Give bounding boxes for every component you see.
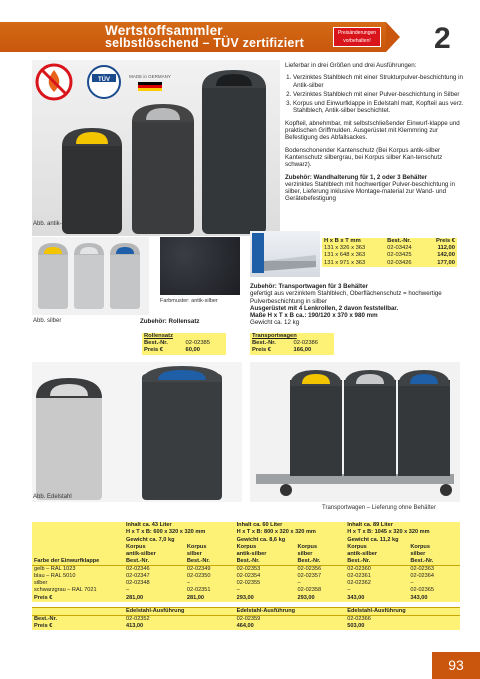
sub-finish: antik-silber	[126, 550, 156, 557]
table-row	[32, 616, 460, 623]
made-in-germany-icon	[129, 74, 171, 91]
price-value: 343,00	[347, 594, 365, 601]
variant-item-3: 3. Korpus und Einwurfklappe in Edelstahl matt, Kopfteil aus verz. Stahlblech, Antik-silber beschichtet.	[293, 100, 465, 115]
wall-mount-heading: Zubehör: Wandhalterung für 1, 2 oder 3 Behälter	[285, 173, 428, 181]
table-row	[250, 340, 334, 347]
edel-header: Edelstahl-Ausführung	[124, 608, 235, 616]
trolley-bin-yellow	[290, 370, 342, 476]
product-image-edelstahl	[32, 362, 242, 502]
price-value: 281,00	[186, 594, 204, 601]
edel-price: 464,00	[236, 623, 254, 630]
wall-price: 142,00	[437, 252, 455, 259]
sub-finish: antik-silber	[347, 550, 378, 557]
silber-bin-grey	[74, 243, 104, 309]
table-row	[32, 587, 460, 594]
wall-size: 131 x 326 x 363	[324, 245, 366, 252]
variant-list	[285, 74, 465, 114]
antik-bins-illustration	[32, 60, 280, 236]
order-nr: –	[186, 580, 190, 587]
sub-finish: silber	[410, 550, 426, 557]
order-nr: 02-02358	[297, 587, 322, 594]
sub-nr: Best.-Nr.	[347, 557, 371, 564]
wall-price: 112,00	[437, 245, 455, 252]
silber-bin-yellow	[38, 243, 68, 309]
caption-silber: Abb. silber	[33, 318, 62, 324]
wall-col-price: Preis €	[435, 238, 455, 244]
price-value: 293,00	[236, 594, 254, 601]
medium-bin-silver	[132, 104, 194, 234]
sub-korpus: Korpus	[297, 543, 318, 550]
tuv-certificate-icon	[88, 66, 120, 98]
table-row	[250, 347, 334, 354]
trolley-nr-label: Best.-Nr.	[252, 340, 276, 347]
group-1-gewicht: Gewicht ca. 7,0 kg	[126, 536, 175, 543]
trolley-text: gefertigt aus verzinktem Stahlblech, Oberflächenschutz = hochwertige Pulverbeschichtung in silber	[250, 290, 442, 305]
group-1-mass: H x T x B: 600 x 320 x 320 mm	[126, 529, 206, 536]
trolley-nr: 02-02386	[293, 340, 318, 347]
group-2-inhalt: Inhalt ca. 60 Liter	[236, 522, 283, 529]
sub-nr: Best.-Nr.	[236, 557, 260, 564]
edel-header: Edelstahl-Ausführung	[345, 608, 460, 616]
head-description: Kopfteil, abnehmbar, mit selbstschließender Einwurf-klappe und praktischen Griffmulden. Ausgerüstet mit Klemmring zur Befestigung des Abfallsackes.	[285, 119, 460, 142]
page-title	[105, 24, 304, 50]
order-nr: 02-02354	[236, 573, 261, 580]
sub-korpus: Korpus	[410, 543, 430, 550]
table-row	[322, 252, 457, 259]
chapter-tag	[386, 22, 480, 55]
wall-size: 131 x 648 x 363	[324, 252, 366, 259]
order-nr: 02-02361	[347, 573, 371, 580]
order-nr: 02-02346	[124, 565, 185, 572]
variant-item-1: 1. Verzinktes Stahlblech mit einer Strukturpulver-beschichtung in Antik-silber	[293, 74, 465, 89]
color-label: blau – RAL 5010	[34, 573, 76, 580]
trolley-bold-2: Maße H x T x B ca.: 190/120 x 370 x 980 mm	[250, 312, 378, 320]
price-badge-line-1: Preisänderungen	[337, 30, 377, 36]
trolley-weight: Gewicht ca. 12 kg	[250, 319, 300, 327]
order-nr: –	[347, 587, 351, 594]
wall-mount-table	[322, 238, 457, 267]
order-nr: –	[236, 587, 240, 594]
price-badge-line-2: vorbehalten!	[343, 38, 371, 44]
roll-nr: 02-02385	[185, 340, 210, 347]
sub-finish: silber	[186, 550, 202, 557]
table-row	[142, 340, 226, 347]
roll-set-table	[142, 333, 226, 355]
variant-item-2: 2. Verzinktes Stahlblech mit einer Pulver-beschichtung in Silber	[293, 91, 465, 98]
price-value: 281,00	[126, 594, 144, 601]
roll-price: 60,00	[185, 347, 201, 354]
edge-protection-text: Bodenschonender Kantenschutz (Bei Korpus antik-silber Kantenschutz silbergrau, bei Korpus silber Kan-tenschutz schwarz).	[285, 146, 443, 169]
trolley-heading: Zubehör: Transportwagen für 3 Behälter	[250, 283, 368, 290]
sub-nr: Best.-Nr.	[297, 557, 321, 564]
edel-nr: 02-02359	[235, 616, 346, 623]
order-nr: 02-02357	[297, 573, 322, 580]
order-nr: 02-02365	[410, 587, 434, 594]
order-nr: 02-02351	[186, 587, 211, 594]
roll-nr-label: Best.-Nr.	[144, 340, 168, 347]
color-label: silber	[34, 580, 48, 587]
title-line-2: selbstlöschend – TÜV zertifiziert	[105, 36, 305, 50]
order-nr: –	[410, 580, 414, 587]
made-in-text: MADE in GERMANY	[129, 74, 171, 79]
edelstahl-bin-1	[36, 378, 102, 500]
wall-nr: 02-03426	[387, 259, 412, 266]
edelstahl-bin-2	[142, 366, 222, 500]
wall-mount-image	[250, 231, 320, 277]
trolley-image	[250, 362, 460, 502]
color-sample-image	[160, 237, 240, 295]
order-nr: 02-02364	[410, 573, 434, 580]
roll-title: Rollensatz	[144, 333, 173, 339]
small-bin-yellow	[62, 128, 122, 234]
sub-nr: Best.-Nr.	[186, 557, 210, 564]
caption-antik: Abb. antik-silber	[33, 221, 77, 227]
chapter-arrow-icon	[386, 22, 400, 52]
group-1-inhalt: Inhalt ca. 43 Liter	[126, 522, 172, 529]
order-nr: –	[297, 580, 301, 587]
trolley-price-label: Preis €	[252, 347, 272, 354]
trolley-description	[250, 283, 460, 327]
page-number: 93	[432, 652, 480, 679]
group-2-gewicht: Gewicht ca. 8,6 kg	[236, 536, 286, 543]
order-nr: 02-02349	[185, 565, 235, 572]
table-row	[142, 347, 226, 354]
wall-nr: 02-03425	[387, 252, 412, 259]
trolley-price: 166,00	[293, 347, 312, 354]
wheel-icon	[280, 484, 292, 496]
caption-edelstahl: Abb. Edelstahl	[33, 494, 72, 500]
roll-price-label: Preis €	[144, 347, 164, 354]
description-column	[285, 62, 465, 208]
order-nr: 02-02362	[347, 580, 371, 587]
edel-price: 503,00	[347, 623, 365, 630]
order-nr: 02-02350	[186, 573, 211, 580]
edel-nr: 02-02366	[345, 616, 460, 623]
order-nr: 02-02360	[345, 565, 408, 572]
trolley-bin-blue	[398, 370, 450, 476]
order-nr: 02-02347	[126, 573, 150, 580]
wall-price: 177,00	[437, 259, 455, 266]
sub-nr: Best.-Nr.	[410, 557, 434, 564]
group-3-gewicht: Gewicht ca. 11,2 kg	[347, 536, 399, 543]
wall-mount-text: verzinktes Stahlblech mit hochwertiger Pulver-beschichtung in silber, Lieferung inklusive Montage-material zur Wand- und Gerätebefestigung	[285, 180, 455, 203]
price-row	[32, 623, 460, 630]
trolley-bin-silver	[344, 370, 396, 476]
color-label: gelb – RAL 1023	[32, 565, 124, 572]
edel-price: 413,00	[126, 623, 144, 630]
silber-bin-blue	[110, 243, 140, 309]
price-value: 293,00	[297, 594, 315, 601]
sub-nr: Best.-Nr.	[126, 557, 150, 564]
sub-finish: antik-silber	[236, 550, 267, 557]
order-nr: 02-02348	[126, 580, 150, 587]
order-nr: –	[126, 587, 130, 594]
sub-korpus: Korpus	[347, 543, 367, 550]
sub-korpus: Korpus	[186, 543, 207, 550]
edel-header: Edelstahl-Ausführung	[235, 608, 346, 616]
group-3-inhalt: Inhalt ca. 89 Liter	[347, 522, 393, 529]
table-row	[32, 580, 460, 587]
table-row	[32, 573, 460, 580]
caption-farbmuster: Farbmuster: antik-silber	[160, 298, 218, 304]
trolley-title: Transportwagen	[252, 333, 297, 339]
wheel-icon	[440, 484, 452, 496]
header-band	[0, 22, 480, 55]
price-value: 343,00	[410, 594, 428, 601]
caption-trolley: Transportwagen – Lieferung ohne Behälter	[322, 505, 436, 511]
edel-price-label: Preis €	[34, 623, 53, 630]
trolley-table	[250, 333, 334, 355]
table-row	[32, 565, 460, 572]
product-image-antik	[32, 60, 280, 236]
sub-finish: silber	[297, 550, 313, 557]
wall-col-size: H x B x T mm	[324, 238, 361, 244]
edel-nr-label: Best.-Nr.	[32, 616, 124, 623]
price-change-badge	[333, 27, 381, 47]
price-label: Preis €	[34, 594, 53, 601]
table-row	[322, 260, 457, 267]
roll-set-heading: Zubehör: Rollensatz	[140, 318, 200, 325]
main-price-table	[32, 522, 460, 630]
order-nr: 02-02355	[236, 580, 261, 587]
wall-size: 131 x 971 x 363	[324, 259, 366, 266]
product-image-silber	[32, 237, 149, 315]
order-nr: 02-02363	[408, 565, 460, 572]
chapter-number: 2	[434, 22, 451, 55]
wall-col-nr: Best.-Nr.	[387, 238, 411, 244]
group-2-mass: H x T x B: 800 x 320 x 320 mm	[236, 529, 316, 536]
group-3-mass: H x T x B: 1045 x 320 x 320 mm	[347, 529, 430, 536]
order-nr: 02-02356	[295, 565, 345, 572]
title-line-1: Wertstoffsammler	[105, 23, 223, 38]
color-label: schwarzgrau – RAL 7021	[34, 587, 97, 594]
sub-korpus: Korpus	[126, 543, 146, 550]
edel-nr: 02-02352	[124, 616, 235, 623]
price-row	[32, 594, 460, 601]
row-label-header: Farbe der Einwurfklappe	[34, 557, 100, 564]
tuv-text: TÜV	[98, 77, 110, 83]
no-fire-icon	[37, 65, 71, 99]
intro-text: Lieferbar in drei Größen und drei Ausführungen:	[285, 62, 417, 69]
order-nr: 02-02353	[235, 565, 296, 572]
sub-korpus: Korpus	[236, 543, 257, 550]
large-bin-black	[202, 70, 266, 234]
trolley-bold-1: Ausgerüstet mit 4 Lenkrollen, 2 davon feststellbar.	[250, 304, 399, 312]
table-row	[322, 245, 457, 252]
wall-nr: 02-03424	[387, 245, 412, 252]
